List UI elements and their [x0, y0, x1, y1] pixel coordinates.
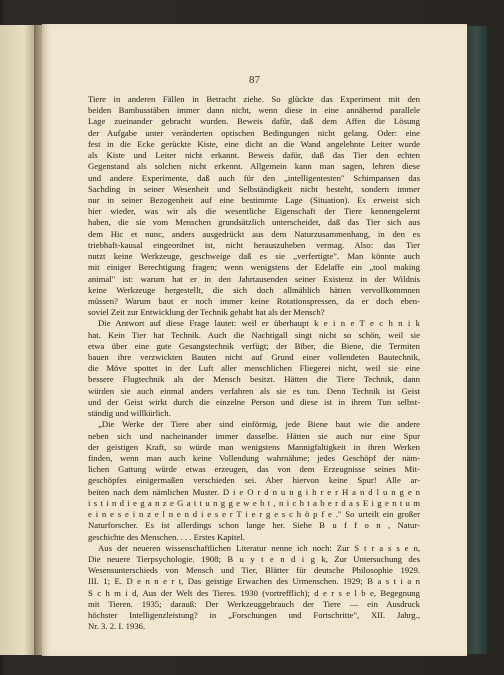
text-line: beiden Bambusstäben immer dann nicht, wenn diese in eine annähernd parallele [88, 105, 420, 116]
text-line: als Kiste und Leiter nicht erkannt. Beweis dafür, daß das Tier den echten [88, 150, 420, 161]
text-line: und andere Experimente, daß auch für den „intelligentesten" Schimpansen das [88, 172, 420, 183]
text-line: geschöpfes einigermaßen verschieden sei. Aber hiervon keine Spur! Alle ar- [88, 475, 420, 486]
text-line: der Aufgabe unter veränderten optischen Bedingungen nicht gelang. Oder: eine [88, 127, 420, 138]
text-line: hier wieder, was wir als die wesentliche Eigenschaft der Tiere kennengelernt [88, 206, 420, 217]
body-text [88, 94, 420, 633]
book-gutter [34, 25, 42, 655]
text-line: III. 1; E. D e n n e r t, Das geistige Erwachen des Urmenschen. 1929; B a s t i a n [88, 576, 420, 587]
text-line: Die Antwort auf diese Frage lautet: weil er überhaupt k e i n e T e c h n i k [98, 318, 420, 329]
text-line: etwa über eine gute Gesangstechnik verfügt; der Biber, die Biene, die Termiten [88, 340, 420, 351]
text-line: keine Werkzeuge hergestellt, die sich doch allmählich hätten vervollkommnen [88, 284, 420, 295]
text-line: mit Tieren. 1935; darauß: Der Werkzeuggebrauch der Tiere — ein Ausdruck [88, 598, 420, 609]
text-line: Naturforscher. Es ist allerdings schon lange her. Siehe B u f f o n , Natur- [88, 520, 420, 531]
left-page-edge [0, 25, 34, 655]
text-line: nur in seiner Bezogenheit auf eine bestimmte Lage (Situation). Es erweist sich [88, 194, 420, 205]
text-line: bauen ihre verzwickten Bauten nicht auf Grund einer vollendeten Bautechnik, [88, 352, 420, 363]
text-line: e i n e s e i n z e l n e n d i e s e r T i e r g e s c h ö p f e ." So urteilt ein großer [88, 509, 420, 520]
text-line: lichen Gattung würde etwas erzeugen, das von dem Erzeugnisse seines Mit- [88, 464, 420, 475]
text-line: S c h m i d, Aus der Welt des Tieres. 1930 (vortrefflich); d e r s e l b e, Begegnung [88, 587, 420, 598]
text-line: animal" ist: warum hat er in den Jahrtausenden seiner Existenz in der Wildnis [88, 273, 420, 284]
text-line: neben sich und nacheinander immer dasselbe. Hätten sie auch nur eine Spur [88, 430, 420, 441]
text-line: der geistigen Kraft, so würde man wenigstens Mannigfaltigkeit in ihren Werken [88, 441, 420, 452]
text-line: beiten nach dem nämlichen Muster. D i e O r d n u n g i h r e r H a n d l u n g e n [88, 486, 420, 497]
text-line: Tiere in anderen Fällen in Betracht ziehe. So glückte das Experiment mit den [88, 94, 420, 104]
book-page [42, 24, 467, 656]
text-line: „Die Werke der Tiere aber sind einförmig, jede Biene baut wie die andere [98, 419, 420, 430]
text-line: Lage zueinander gebracht wurden. Beweis dafür, daß dem Affen die Lösung [88, 116, 420, 127]
text-line: geschichte des Menschen. . . . Erstes Kapitel. [88, 531, 245, 542]
text-line: Wesensunterschieds von Mensch und Tier, Blätter für deutsche Philosophie 1929. [88, 565, 420, 576]
text-line: i s t i n d i e g a n z e G a t t u n g g e w e b t , n i c h t a b e r d a s E i g e n t u m [88, 497, 420, 508]
text-line: ständig und willkürlich. [88, 408, 171, 419]
text-line: fest in die Ecke gerückte Kiste, eine dicht an die Wand angelehnte Leiter wurde [88, 138, 420, 149]
text-line: Die neuere Tierpsychologie. 1908; B u y t e n d i g k, Zur Untersuchung des [88, 553, 420, 564]
text-line: würden sie auch einmal anders verfahren als sie es tun. Denn Technik ist Geist [88, 385, 420, 396]
text-line: die Möve spottet in der Luft aller menschlichen Fliegerei nicht, weil sie eine [88, 363, 420, 374]
text-line: Sachding in seiner Wesenheit und Selbständigkeit nicht besteht, sondern immer [88, 183, 420, 194]
text-line: hat. Kein Tier hat Technik. Auch die Nachtigall singt nicht so schön, weil sie [88, 329, 420, 340]
text-line: Gegenstand als solchen nicht erkennt. Allgemein kann man sagen, lehren diese [88, 161, 420, 172]
text-line: müssen? Warum baut er noch immer keine Rotationspressen, da er doch eben- [88, 295, 420, 306]
text-line: mit einiger Berechtigung fragen; wenn wenigstens der Edelaffe ein „tool making [88, 262, 420, 273]
text-line: soviel Zeit zur Entwicklung der Technik gehabt hat als der Mensch? [88, 307, 325, 318]
text-line: triebhaft-kausal eingeordnet ist, nicht herauszuheben vermag. Also: das Tier [88, 239, 420, 250]
text-line: höchster Intelligenzleistung? in „Forschungen und Fortschritte", XII. Jahrg., [88, 610, 420, 621]
text-line: bessere Flugtechnik als der Mensch besitzt. Hätten die Tiere Technik, dann [88, 374, 420, 385]
text-line: dem Hic et nunc, anders ausgedrückt aus dem Naturzusammenhang, in den es [88, 228, 420, 239]
text-line: finden, wenn man auch keine Vollendung wahrnähme; jedes Geschöpf der näm- [88, 453, 420, 463]
text-line: und der Geist wirkt durch die einzelne Person und diese ist in ihrem Tun selbst- [88, 396, 420, 407]
text-line: Nr. 3. 2. I. 1936. [88, 621, 146, 632]
book-cover-edge [467, 26, 487, 654]
text-line: haben, die sie vom Menschen grundsätzlich unterscheidet, daß das Tier sich aus [88, 217, 420, 228]
page-number: 87 [249, 74, 260, 86]
text-line: nutzt keine Werkzeuge, geschweige daß es sie „verfertigte". Man könnte auch [88, 251, 420, 262]
text-line: Aus der neueren wissenschaftlichen Literatur nenne ich noch: Zur S t r a s s e n, [98, 542, 420, 553]
